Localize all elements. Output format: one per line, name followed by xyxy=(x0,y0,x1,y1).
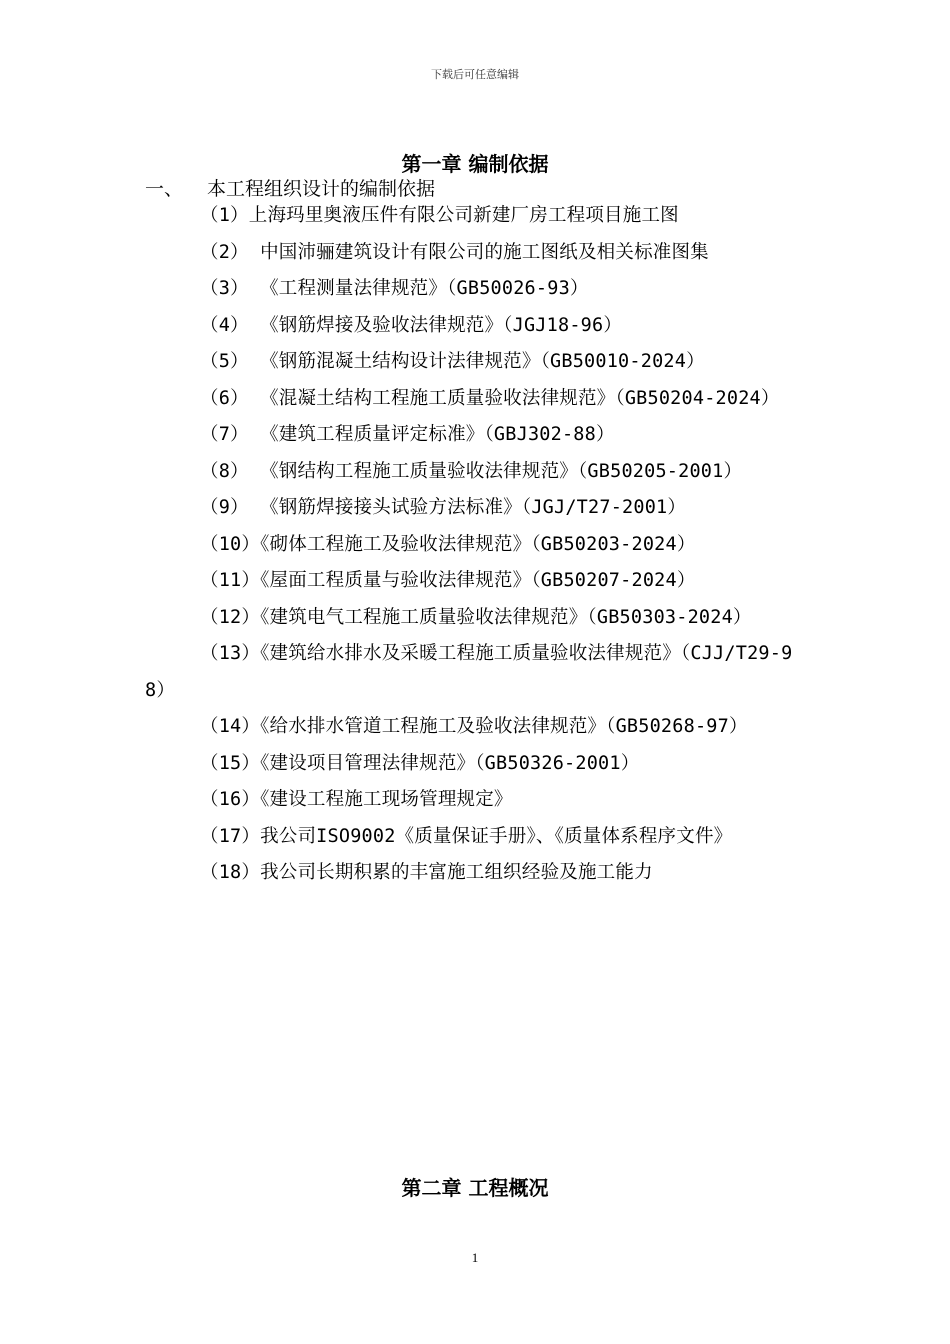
list-item: （5） 《钢筋混凝土结构设计法律规范》（GB50010-2024） xyxy=(200,351,705,372)
chapter-1-title: 第一章 编制依据 xyxy=(401,152,549,176)
list-item: （11）《屋面工程质量与验收法律规范》（GB50207-2024） xyxy=(200,570,696,591)
list-item: （17）我公司ISO9002《质量保证手册》、《质量体系程序文件》 xyxy=(200,825,733,847)
section-number: 一、 xyxy=(145,178,184,200)
list-item: （18）我公司长期积累的丰富施工组织经验及施工能力 xyxy=(200,862,653,883)
chapter-2-title: 第二章 工程概况 xyxy=(401,1176,549,1200)
list-item: （9） 《钢筋焊接接头试验方法标准》（JGJ/T27-2001） xyxy=(200,497,687,518)
list-item: （12）《建筑电气工程施工质量验收法律规范》（GB50303-2024） xyxy=(200,606,752,628)
list-item: （6） 《混凝土结构工程施工质量验收法律规范》（GB50204-2024） xyxy=(200,387,780,409)
section-title: 本工程组织设计的编制依据 xyxy=(207,178,436,200)
page-number: 1 xyxy=(471,1250,479,1265)
basis-list xyxy=(145,198,800,892)
page-header: 下载后可任意编辑 xyxy=(431,68,519,81)
list-item: （4） 《钢筋焊接及验收法律规范》（JGJ18-96） xyxy=(200,314,623,336)
list-item: （1）上海玛里奥液压件有限公司新建厂房工程项目施工图 xyxy=(200,205,679,226)
list-item: （3） 《工程测量法律规范》（GB50026-93） xyxy=(200,278,589,299)
section-heading xyxy=(145,174,435,201)
list-item: （15）《建设项目管理法律规范》（GB50326-2001） xyxy=(200,752,640,774)
list-item: （14）《给水排水管道工程施工及验收法律规范》（GB50268-97） xyxy=(200,716,748,737)
list-item: （2） 中国沛骊建筑设计有限公司的施工图纸及相关标准图集 xyxy=(200,241,709,263)
list-item: （8） 《钢结构工程施工质量验收法律规范》（GB50205-2001） xyxy=(200,460,743,482)
list-item: （16）《建设工程施工现场管理规定》 xyxy=(200,789,513,810)
list-item: （13）《建筑给水排水及采暖工程施工质量验收法律规范》（CJJ/T29-98） xyxy=(145,643,793,701)
list-item: （7） 《建筑工程质量评定标准》（GBJ302-88） xyxy=(200,424,615,445)
list-item: （10）《砌体工程施工及验收法律规范》（GB50203-2024） xyxy=(200,533,696,555)
